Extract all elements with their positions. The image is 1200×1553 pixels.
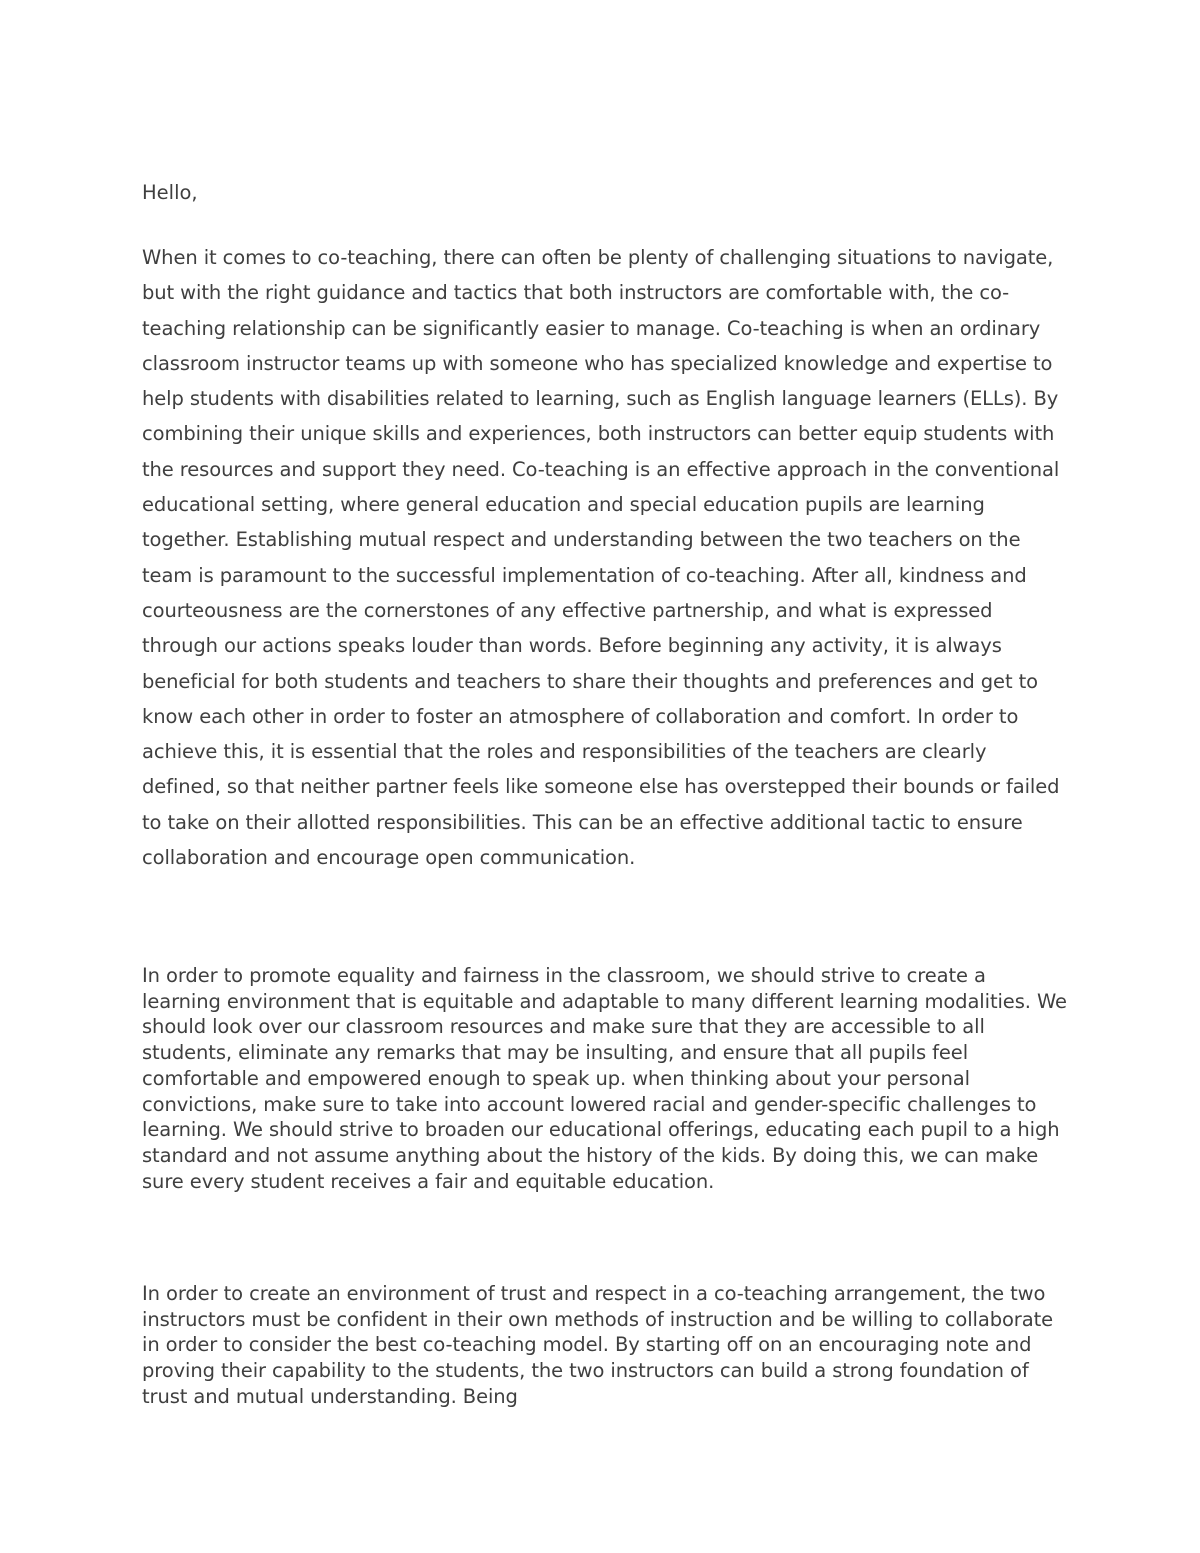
- paragraph-equality: In order to promote equality and fairness in the classroom, we should strive to create a learning environment that is equitable and adaptable to many different learning modalities. We should look over our classroom resources and make sure that they are accessible to all students, eliminate any remarks that may be insulting, and ensure that all pupils feel comfortable and empowered enough to speak up. when thinking about your personal convictions, make sure to take into account lowered racial and gender-specific challenges to learning. We should strive to broaden our educational offerings, educating each pupil to a high standard and not assume anything about the history of the kids. By doing this, we can make sure every student receives a fair and equitable education.: [142, 964, 1067, 1193]
- paragraph-trust: In order to create an environment of trust and respect in a co-teaching arrangement, the two instructors must be confident in their own methods of instruction and be willing to collaborate in order to consider the best co-teaching model. By starting off on an encouraging note and proving their capability to the students, the two instructors can build a strong foundation of trust and mutual understanding. Being: [142, 1282, 1054, 1408]
- greeting: Hello,: [142, 181, 198, 204]
- paragraph-co-teaching: When it comes to co-teaching, there can often be plenty of challenging situations to navigate, but with the right guidance and tactics that both instructors are comfortable with, the co-teaching relationship can be significantly easier to manage. Co-teaching is when an ordinary classroom instructor teams up with someone who has specialized knowledge and expertise to help students with disabilities related to learning, such as English language learners (ELLs). By combining their unique skills and experiences, both instructors can better equip students with the resources and support they need. Co-teaching is an effective approach in the conventional educational setting, where general education and special education pupils are learning together. Establishing mutual respect and understanding between the two teachers on the team is paramount to the successful implementation of co-teaching. After all, kindness and courteousness are the cornerstones of any effective partnership, and what is expressed through our actions speaks louder than words. Before beginning any activity, it is always beneficial for both students and teachers to share their thoughts and preferences and get to know each other in order to foster an atmosphere of collaboration and comfort. In order to achieve this, it is essential that the roles and responsibilities of the teachers are clearly defined, so that neither partner feels like someone else has overstepped their bounds or failed to take on their allotted responsibilities. This can be an effective additional tactic to ensure collaboration and encourage open communication.: [142, 246, 1060, 870]
